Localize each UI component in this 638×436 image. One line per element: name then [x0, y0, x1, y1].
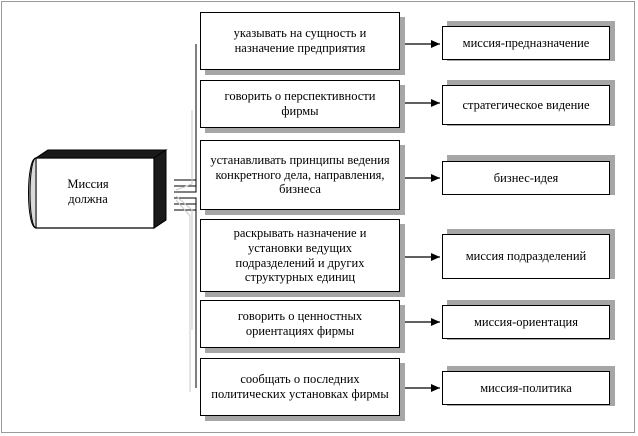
- result-box-5: миссия-ориентация: [442, 305, 610, 339]
- result-box-6: миссия-политика: [442, 371, 610, 405]
- mission-prism-label-line2: должна: [68, 192, 108, 206]
- result-box-1: миссия-предназначение: [442, 26, 610, 60]
- requirement-box-5: говорить о ценностных ориентациях фирмы: [200, 300, 400, 348]
- result-box-3: бизнес-идея: [442, 161, 610, 195]
- requirement-box-1: указывать на сущность и назначение предприятия: [200, 12, 400, 70]
- result-box-2: стратегическое видение: [442, 85, 610, 125]
- mission-prism-label: [36, 166, 140, 218]
- requirement-box-2: говорить о перспективности фирмы: [200, 80, 400, 128]
- mission-prism-label-line1: Миссия: [67, 177, 109, 191]
- requirement-box-6: сообщать о последних политических установках фирмы: [200, 358, 400, 416]
- requirement-box-3: устанавливать принципы ведения конкретного дела, направления, бизнеса: [200, 140, 400, 210]
- result-box-4: миссия подразделений: [442, 234, 610, 279]
- requirement-box-4: раскрывать назначение и установки ведущих подразделений и других структурных единиц: [200, 219, 400, 292]
